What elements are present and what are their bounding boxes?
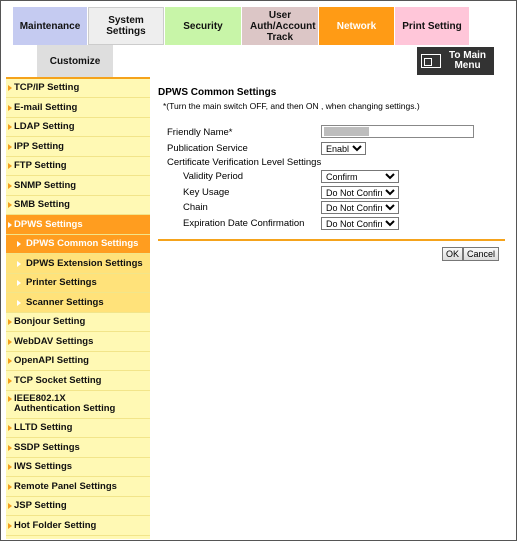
tab-print-setting-label: Print Setting bbox=[402, 20, 462, 32]
arrow-right-icon bbox=[8, 222, 12, 228]
tab-security-label: Security bbox=[183, 20, 223, 32]
to-main-menu-button[interactable] bbox=[417, 47, 494, 75]
key-usage-label: Key Usage bbox=[183, 187, 230, 198]
sidebar-item-label: IEEE802.1X Authentication Setting bbox=[14, 393, 116, 414]
publication-service-select[interactable] bbox=[321, 142, 366, 155]
arrow-right-icon bbox=[8, 396, 12, 402]
sidebar-subitem-dpws-common[interactable] bbox=[6, 235, 150, 254]
sidebar-item-label: IPP Setting bbox=[14, 140, 64, 152]
page-title: DPWS Common Settings bbox=[158, 87, 277, 98]
arrow-right-icon bbox=[8, 163, 12, 169]
tab-customize-label: Customize bbox=[49, 55, 101, 67]
arrow-right-icon bbox=[8, 445, 12, 451]
tab-network-label: Network bbox=[336, 20, 377, 32]
tab-network[interactable] bbox=[319, 7, 394, 45]
sidebar-item-label: SSDP Settings bbox=[14, 441, 80, 453]
sidebar-subitem-printer[interactable] bbox=[6, 274, 150, 293]
arrow-right-icon bbox=[8, 358, 12, 364]
form-divider bbox=[158, 239, 505, 241]
sidebar-subitem-dpws-extension[interactable] bbox=[6, 254, 150, 274]
key-usage-select[interactable] bbox=[321, 186, 399, 199]
sidebar-item-snmp[interactable] bbox=[6, 176, 150, 196]
arrow-right-icon bbox=[8, 523, 12, 529]
sidebar-item-jsp[interactable] bbox=[6, 497, 150, 516]
sidebar-item-ipp[interactable] bbox=[6, 137, 150, 157]
tab-system-settings-label: System Settings bbox=[106, 15, 146, 37]
arrow-right-icon bbox=[8, 105, 12, 111]
sidebar-item-label: DPWS Settings bbox=[14, 218, 83, 230]
tab-maintenance-label: Maintenance bbox=[19, 20, 81, 32]
sidebar-item-ftp[interactable] bbox=[6, 157, 150, 176]
validity-period-label: Validity Period bbox=[183, 171, 244, 182]
sidebar-item-lltd[interactable] bbox=[6, 419, 150, 438]
sidebar-item-webdav[interactable] bbox=[6, 332, 150, 352]
sidebar-item-label: Hot Folder Setting bbox=[14, 519, 97, 531]
main-menu-icon bbox=[421, 54, 441, 68]
publication-service-label: Publication Service bbox=[167, 143, 248, 154]
tab-system-settings[interactable] bbox=[88, 7, 164, 45]
arrow-right-icon bbox=[17, 261, 21, 267]
sidebar-item-bonjour[interactable] bbox=[6, 313, 150, 332]
ok-button[interactable]: OK bbox=[442, 247, 463, 261]
friendly-name-label: Friendly Name* bbox=[167, 127, 233, 138]
sidebar-item-label: Bonjour Setting bbox=[14, 316, 86, 327]
sidebar-item-label: DPWS Extension Settings bbox=[26, 257, 143, 269]
tab-user-auth-label: User Auth/Account Track bbox=[250, 9, 316, 43]
sidebar-item-tcp-socket[interactable] bbox=[6, 371, 150, 391]
sidebar-subitem-scanner[interactable] bbox=[6, 293, 150, 313]
to-main-menu-label: To Main Menu bbox=[448, 50, 487, 71]
chain-label: Chain bbox=[183, 202, 208, 213]
sidebar-item-openapi[interactable] bbox=[6, 352, 150, 371]
arrow-right-icon bbox=[8, 183, 12, 189]
sidebar-item-label: Scanner Settings bbox=[26, 296, 104, 308]
arrow-right-icon bbox=[8, 464, 12, 470]
arrow-right-icon bbox=[8, 85, 12, 91]
sidebar-item-label: SNMP Setting bbox=[14, 179, 77, 191]
sidebar bbox=[6, 79, 150, 539]
sidebar-item-smb[interactable] bbox=[6, 196, 150, 215]
cert-verification-label: Certificate Verification Level Settings bbox=[167, 157, 322, 168]
arrow-right-icon bbox=[17, 300, 21, 306]
sidebar-item-ssdp[interactable] bbox=[6, 438, 150, 458]
arrow-right-icon bbox=[8, 425, 12, 431]
sidebar-item-label: LDAP Setting bbox=[14, 121, 75, 132]
tab-print-setting[interactable] bbox=[395, 7, 469, 45]
sidebar-item-label: JSP Setting bbox=[14, 500, 67, 511]
sidebar-item-label: FTP Setting bbox=[14, 160, 67, 171]
validity-period-select[interactable] bbox=[321, 170, 399, 183]
arrow-right-icon bbox=[8, 484, 12, 490]
expiration-date-label: Expiration Date Confirmation bbox=[183, 218, 305, 229]
tab-security[interactable] bbox=[165, 7, 241, 45]
arrow-right-icon bbox=[8, 378, 12, 384]
expiration-date-select[interactable] bbox=[321, 217, 399, 230]
chain-select[interactable] bbox=[321, 201, 399, 214]
arrow-right-icon bbox=[8, 144, 12, 150]
sidebar-item-label: OpenAPI Setting bbox=[14, 355, 89, 366]
arrow-right-icon bbox=[8, 339, 12, 345]
sidebar-item-label: WebDAV Settings bbox=[14, 335, 94, 347]
sidebar-item-hot-folder[interactable] bbox=[6, 516, 150, 536]
sidebar-item-tcpip[interactable] bbox=[6, 79, 150, 98]
cancel-button[interactable]: Cancel bbox=[463, 247, 499, 261]
restart-note: *(Turn the main switch OFF, and then ON , when changing settings.) bbox=[163, 101, 420, 111]
sidebar-item-label: IWS Settings bbox=[14, 461, 73, 472]
sidebar-item-dpws[interactable] bbox=[6, 215, 150, 235]
sidebar-item-label: DPWS Common Settings bbox=[26, 238, 139, 249]
arrow-right-icon bbox=[17, 241, 21, 247]
sidebar-item-iws[interactable] bbox=[6, 458, 150, 477]
sidebar-item-label: E-mail Setting bbox=[14, 101, 78, 113]
arrow-right-icon bbox=[8, 503, 12, 509]
tab-user-auth-account-track[interactable] bbox=[242, 7, 318, 45]
arrow-right-icon bbox=[8, 124, 12, 130]
sidebar-item-ldap[interactable] bbox=[6, 118, 150, 137]
sidebar-item-email[interactable] bbox=[6, 98, 150, 118]
tab-customize[interactable] bbox=[37, 45, 113, 77]
arrow-right-icon bbox=[17, 280, 21, 286]
sidebar-item-ieee8021x[interactable] bbox=[6, 391, 150, 419]
sidebar-item-label: TCP/IP Setting bbox=[14, 82, 80, 93]
tab-maintenance[interactable] bbox=[13, 7, 87, 45]
sidebar-item-label: TCP Socket Setting bbox=[14, 374, 102, 386]
arrow-right-icon bbox=[8, 202, 12, 208]
redacted-value bbox=[324, 127, 369, 136]
sidebar-item-remote-panel[interactable] bbox=[6, 477, 150, 497]
sidebar-item-label: LLTD Setting bbox=[14, 422, 73, 433]
sidebar-item-label: Printer Settings bbox=[26, 277, 97, 288]
sidebar-item-label: SMB Setting bbox=[14, 199, 70, 210]
arrow-right-icon bbox=[8, 319, 12, 325]
sidebar-item-label: Remote Panel Settings bbox=[14, 480, 117, 492]
